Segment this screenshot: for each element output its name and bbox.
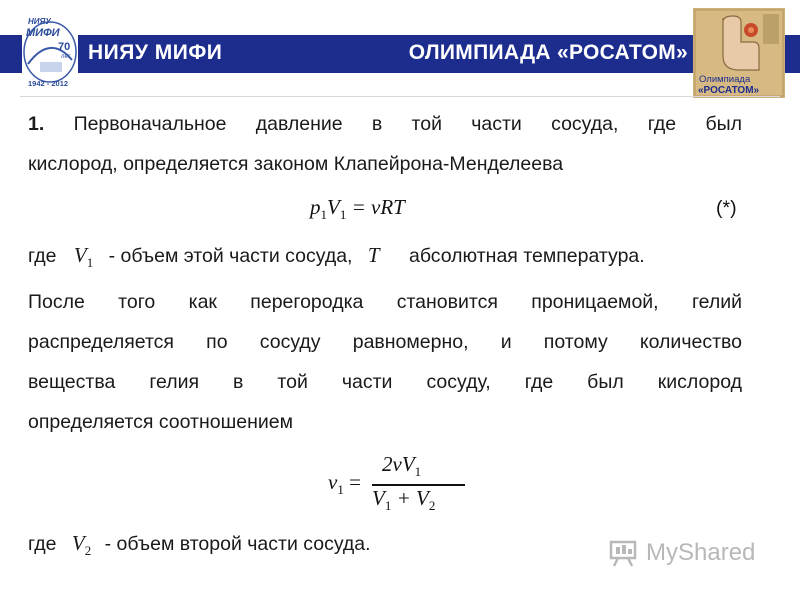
header-right-title: ОЛИМПИАДА «РОСАТОМ» xyxy=(408,41,688,64)
paragraph-2-line-4: определяется соотношением xyxy=(28,411,293,433)
definition-line-1 xyxy=(28,243,645,271)
myshared-logo-icon xyxy=(608,538,640,568)
logo-left-line2: МИФИ xyxy=(26,27,60,39)
eq2-den-v1: V xyxy=(372,486,385,510)
eq1-sub1: 1 xyxy=(320,207,327,222)
equation-clapeyron xyxy=(310,195,405,223)
definition-line-2 xyxy=(28,531,371,559)
logo-left-line1: НИЯУ xyxy=(28,17,51,26)
eq1-p: p xyxy=(310,195,321,219)
paragraph-2-line-2: распределяется по сосуду равномерно, и потому количество xyxy=(28,331,742,353)
mephi-logo-icon xyxy=(22,14,78,90)
logo-left-range: 1942 - 2012 xyxy=(28,79,69,88)
eq2-numerator: 2νV xyxy=(382,452,415,476)
eq2-equals: = xyxy=(343,470,361,494)
p1-line1-text: Первоначальное давление в той части сосуда, где был xyxy=(73,113,743,135)
myshared-watermark xyxy=(608,536,768,570)
paragraph-1-line-1 xyxy=(28,113,742,136)
header-banner xyxy=(0,35,800,73)
where2-word: где xyxy=(28,533,57,555)
logo-left-years: 70 xyxy=(58,41,71,53)
where2-var: V xyxy=(71,531,85,555)
eq2-den-sub1: 1 xyxy=(384,498,392,513)
where1-text2: абсолютная температура. xyxy=(409,245,645,267)
watermark-text: MyShared xyxy=(646,539,756,566)
eq1-rhs: = νRT xyxy=(346,195,405,219)
where1-text: - объем этой части сосуда, xyxy=(108,245,353,267)
eq1-sub2: 1 xyxy=(339,207,347,222)
item-number: 1. xyxy=(28,113,45,135)
where1-sub: 1 xyxy=(86,255,94,270)
where1-word: где xyxy=(28,245,57,267)
rosatom-olympiad-logo-icon xyxy=(693,8,785,98)
logo-right-line1: Олимпиада xyxy=(699,74,751,85)
where2-sub: 2 xyxy=(84,543,92,558)
equation-tag: (*) xyxy=(716,197,737,219)
paragraph-2-line-3: вещества гелия в той части сосуду, где был кислород xyxy=(28,371,742,393)
eq2-numerator-sub: 1 xyxy=(414,464,422,479)
paragraph-1-line-2: кислород, определяется законом Клапейрона-Менделеева xyxy=(28,153,564,175)
paragraph-2-line-1: После того как перегородка становится проницаемой, гелий xyxy=(28,291,742,313)
header-divider xyxy=(20,96,780,97)
eq1-v: V xyxy=(327,195,340,219)
eq2-den-sub2: 2 xyxy=(428,498,436,513)
where1-var2: T xyxy=(367,243,380,267)
logo-left-years-word: лет xyxy=(61,54,71,60)
where1-var: V xyxy=(73,243,87,267)
logo-right-line2: «РОСАТОМ» xyxy=(698,85,760,96)
eq2-den-plus: + V xyxy=(391,486,429,510)
eq2-lhs-sub: 1 xyxy=(337,482,344,497)
eq2-lhs: ν xyxy=(328,470,338,494)
header-left-title: НИЯУ МИФИ xyxy=(88,41,223,64)
where2-text: - объем второй части сосуда. xyxy=(104,533,371,555)
